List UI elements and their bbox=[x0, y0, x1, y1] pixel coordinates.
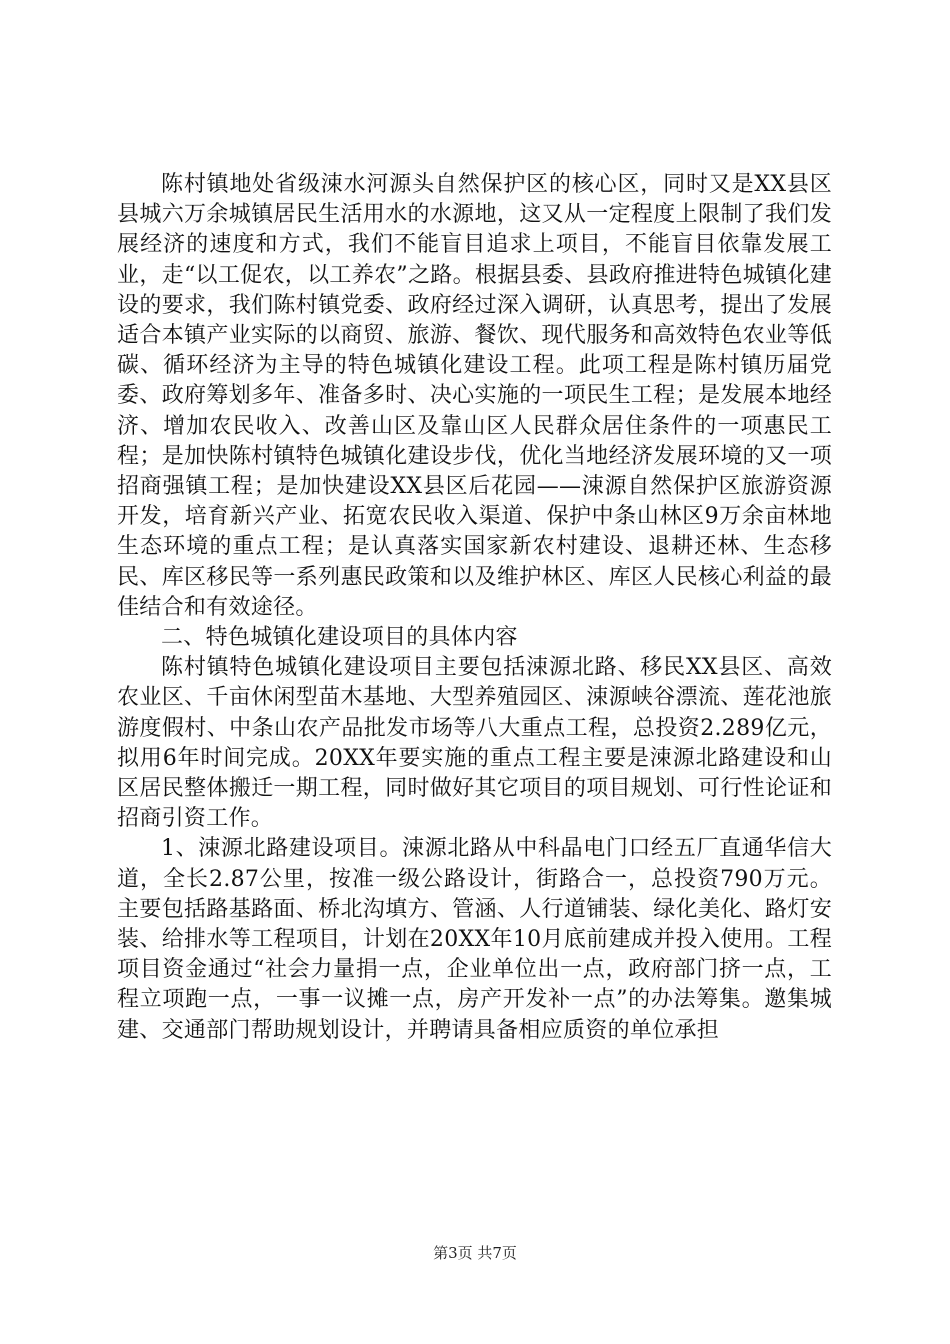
paragraph-intro: 陈村镇地处省级涑水河源头自然保护区的核心区，同时又是XX县区县城六万余城镇居民生活用水的水源地，这又从一定程度上限制了我们发展经济的速度和方式，我们不能盲目追求上项目，不能盲目依靠发展工业，走“以工促农，以工养农”之路。根据县委、县政府推进特色城镇化建设的要求，我们陈村镇党委、政府经过深入调研，认真思考，提出了发展适合本镇产业实际的以商贸、旅游、餐饮、现代服务和高效特色农业等低碳、循环经济为主导的特色城镇化建设工程。此项工程是陈村镇历届党委、政府筹划多年、准备多时、决心实施的一项民生工程；是发展本地经济、增加农民收入、改善山区及靠山区人民群众居住条件的一项惠民工程；是加快陈村镇特色城镇化建设步伐，优化当地经济发展环境的又一项招商强镇工程；是加快建设XX县区后花园——涑源自然保护区旅游资源开发，培育新兴产业、拓宽农民收入渠道、保护中条山林区9万余亩林地生态环境的重点工程；是认真落实国家新农村建设、退耕还林、生态移民、库区移民等一系列惠民政策和以及维护林区、库区人民核心利益的最佳结合和有效途径。 bbox=[117, 172, 832, 620]
paragraph-road-project: 1、涑源北路建设项目。涑源北路从中科晶电门口经五厂直通华信大道，全长2.87公里，按准一级公路设计，街路合一，总投资790万元。主要包括路基路面、桥北沟填方、管涵、人行道铺装、绿化美化、路灯安装、给排水等工程项目，计划在20XX年10月底前建成并投入使用。工程项目资金通过“社会力量捐一点，企业单位出一点，政府部门挤一点，工程立项跑一点，一事一议摊一点，房产开发补一点”的办法筹集。邀集城建、交通部门帮助规划设计，并聘请具备相应质资的单位承担 bbox=[117, 836, 832, 1043]
page-number-footer: 第3页 共7页 bbox=[433, 1244, 517, 1262]
section-heading: 二、特色城镇化建设项目的具体内容 bbox=[161, 625, 518, 651]
document-body bbox=[117, 170, 832, 1046]
paragraph-project-overview: 陈村镇特色城镇化建设项目主要包括涑源北路、移民XX县区、高效农业区、千亩休闲型苗木基地、大型养殖园区、涑源峡谷漂流、莲花池旅游度假村、中条山农产品批发市场等八大重点工程，总投资2.289亿元，拟用6年时间完成。20XX年要实施的重点工程主要是涑源北路建设和山区居民整体搬迁一期工程，同时做好其它项目的项目规划、可行性论证和招商引资工作。 bbox=[117, 655, 832, 832]
